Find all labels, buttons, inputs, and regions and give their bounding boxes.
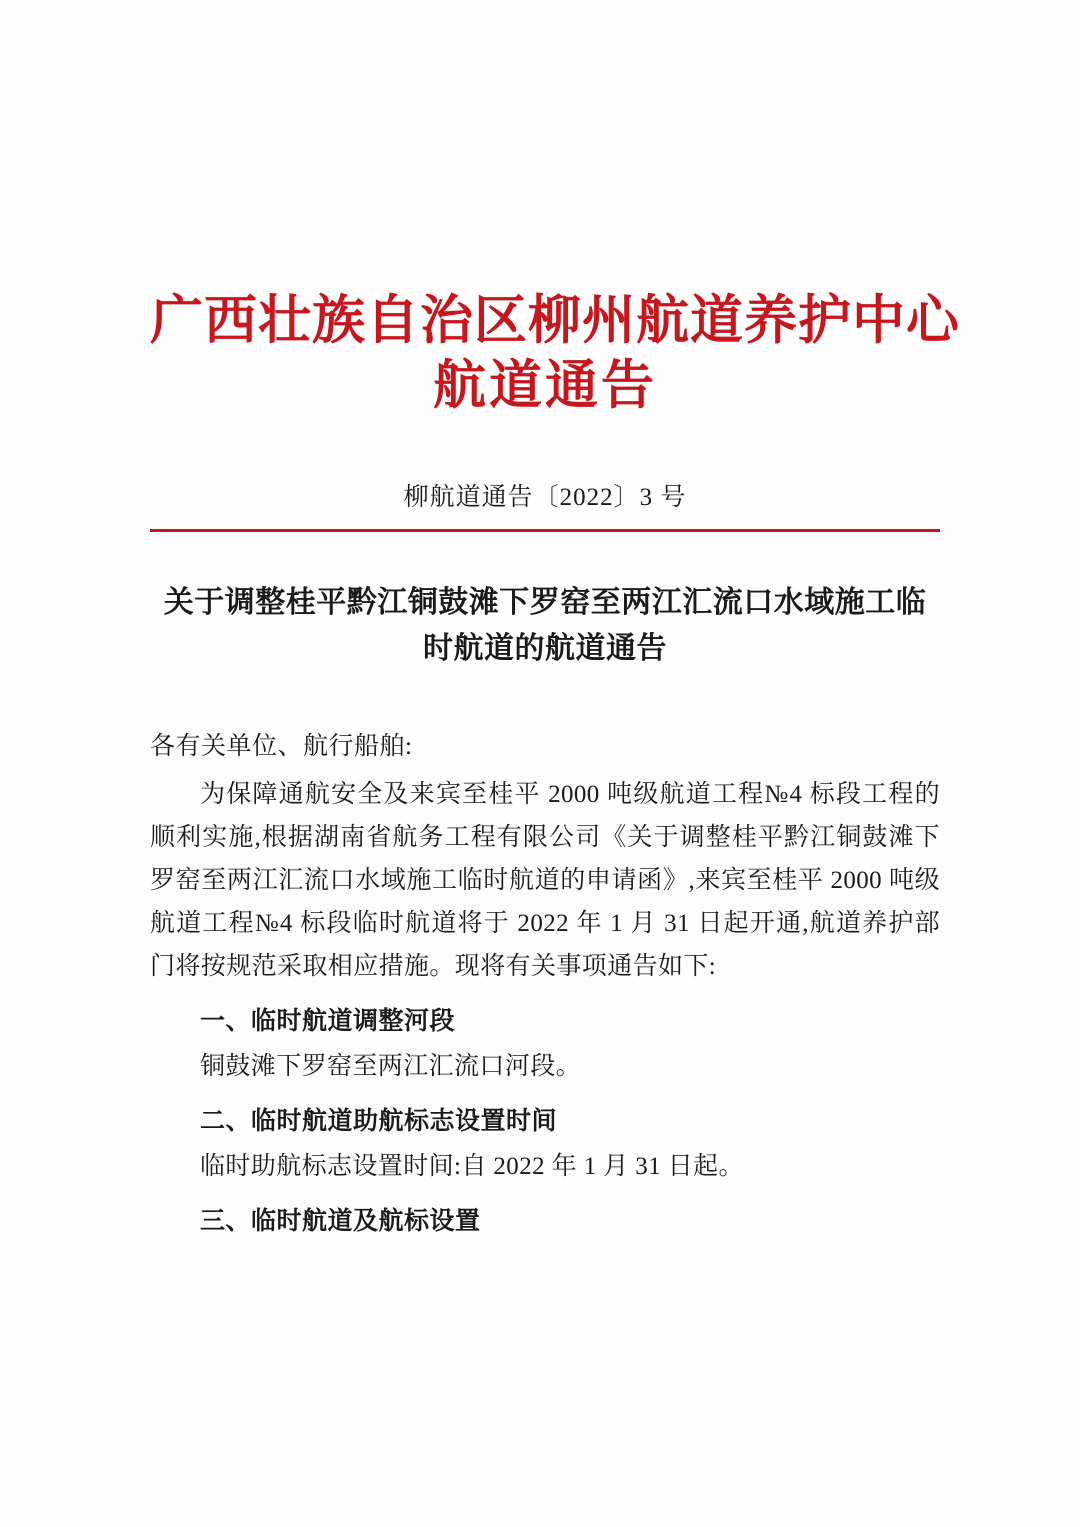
masthead [150,290,960,419]
page-title: 关于调整桂平黔江铜鼓滩下罗窑至两江汇流口水域施工临时航道的航道通告 [163,585,927,666]
salutation: 各有关单位、航行船舶: [150,732,413,760]
document-body [150,0,960,1243]
header-divider-rule [150,529,940,532]
issuing-authority-title: 广西壮族自治区柳州航道养护中心 [150,292,960,350]
document-number: 柳航道通告〔2022〕3 号 [403,483,687,511]
section-heading-1: 一、临时航道调整河段 [200,1007,456,1035]
section-heading-3: 三、临时航道及航标设置 [200,1207,481,1235]
section-text-2: 临时助航标志设置时间:自 2022 年 1 月 31 日起。 [200,1152,744,1180]
section-text-1: 铜鼓滩下罗窑至两江汇流口河段。 [200,1052,582,1080]
document-type-title: 航道通告 [433,356,657,415]
section-heading-2: 二、临时航道助航标志设置时间 [200,1107,558,1135]
body-paragraph: 为保障通航安全及来宾至桂平 2000 吨级航道工程№4 标段工程的顺利实施,根据湖南省航务工程有限公司《关于调整桂平黔江铜鼓滩下罗窑至两江汇流口水域施工临时航道的申请函》,来宾至桂平 2000 吨级航道工程№4 标段临时航道将于 2022 年 1 月 31 日起开通,航道养护部门将按规范采取相应措施。现将有关事项通告如下: [150,780,940,980]
